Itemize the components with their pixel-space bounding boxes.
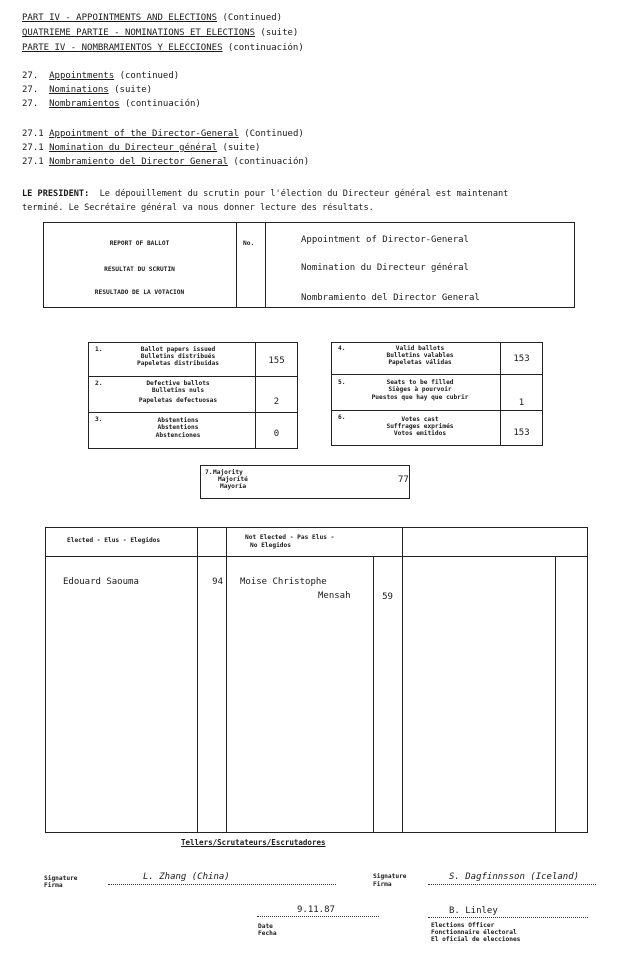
report-subject-es: Nombramiento del Director General: [301, 293, 480, 303]
subitem-heading-fr: [22, 142, 260, 154]
stat-label-en: Abstentions: [157, 417, 199, 424]
part-heading-es-suffix: (continuación): [227, 43, 304, 53]
date-line: [257, 906, 379, 917]
item-heading-es-suffix: (continuación): [124, 99, 201, 109]
president-text-line1: Le dépouillement du scrutin pour l'élection du Directeur général est maintenant: [99, 189, 509, 199]
part-heading-es-text: PARTE IV - NOMBRAMIENTOS Y ELECCIONES: [22, 43, 223, 53]
firma-label-2: Firma: [373, 881, 392, 888]
results-col-sep-2: [226, 527, 227, 833]
subitem-heading-en-suffix: (Continued): [244, 129, 304, 139]
signature-label-2: Signature: [373, 873, 407, 880]
elected-header: Elected - Elus - Elegidos: [67, 537, 161, 544]
officer-line: [428, 907, 588, 918]
item-number: 27.: [22, 71, 39, 81]
stat-value: 2: [273, 397, 280, 407]
stat-label-fr: Sièges à pourvoir: [388, 386, 452, 393]
results-header-sep: [45, 556, 588, 557]
stats-right-row-sep-2: [331, 410, 543, 411]
subitem-heading-fr-suffix: (suite): [222, 143, 261, 153]
subitem-number: 27.1: [22, 129, 44, 139]
not-elected-header-2: No Elegidos: [250, 542, 291, 549]
part-heading-en: [22, 12, 282, 24]
president-text-line2: terminé. Le Secrétaire général va nous donner lecture des résultats.: [22, 203, 374, 213]
stat-label-es: Papeletas defectuosas: [138, 397, 218, 404]
item-heading-es: [22, 98, 201, 110]
part-heading-es: [22, 42, 304, 54]
part-heading-en-text: PART IV - APPOINTMENTS AND ELECTIONS: [22, 13, 218, 23]
stat-number: 5.: [338, 379, 346, 386]
item-number: 27.: [22, 85, 39, 95]
fecha-label: Fecha: [258, 930, 277, 937]
officer-title-fr: Fonctionnaire électoral: [431, 929, 517, 936]
item-heading-en-suffix: (continued): [119, 71, 180, 81]
item-heading-fr-text: Nominations: [49, 85, 109, 95]
subitem-heading-en: [22, 128, 304, 140]
stat-value: 77: [398, 475, 409, 485]
report-header-divider-1: [236, 222, 237, 308]
stat-label-en: Ballot papers issued: [140, 346, 216, 353]
signature-label-1: Signature: [44, 875, 78, 882]
item-heading-fr: [22, 84, 152, 96]
report-title-es: RESULTADO DE LA VOTACION: [94, 289, 185, 296]
stat-label-en: Defective ballots: [146, 380, 210, 387]
item-heading-en: [22, 70, 179, 82]
subitem-heading-es-suffix: (continuación): [233, 157, 310, 167]
results-col-sep-5: [555, 556, 556, 833]
elected-candidate-name: Edouard Saouma: [63, 577, 139, 587]
item-heading-fr-suffix: (suite): [114, 85, 153, 95]
report-title-en: REPORT OF BALLOT: [109, 240, 170, 247]
stat-value: 153: [513, 354, 530, 364]
item-heading-es-text: Nombramientos: [49, 99, 120, 109]
date-value: 9.11.87: [297, 905, 335, 915]
stat-value: 155: [268, 356, 285, 366]
not-elected-candidate-name-1: Moise Christophe: [240, 577, 327, 587]
stat-label-en: Valid ballots: [395, 345, 445, 352]
president-label: LE PRESIDENT:: [22, 189, 90, 199]
date-label: Date: [258, 923, 273, 930]
part-heading-fr-text: QUATRIEME PARTIE - NOMINATIONS ET ELECTIONS: [22, 28, 255, 38]
teller-signature-2: S. Dagfinnsson (Iceland): [449, 872, 580, 882]
elected-candidate-votes: 94: [212, 577, 223, 587]
officer-title-es: El oficial de elecciones: [431, 936, 521, 943]
report-subject-en: Appointment of Director-General: [301, 235, 469, 245]
president-statement-line1: [22, 188, 508, 200]
report-no-label: No.: [243, 240, 255, 247]
results-table: [45, 527, 588, 833]
part-heading-en-suffix: (Continued): [222, 13, 283, 23]
subitem-heading-en-text: Appointment of the Director-General: [49, 129, 239, 139]
stat-label-fr: Bulletins nuls: [151, 387, 205, 394]
stat-number: 3.: [95, 416, 103, 423]
part-heading-fr-suffix: (suite): [260, 28, 299, 38]
stat-number: 1.: [95, 346, 103, 353]
stat-label-es: Puestos que hay que cubrir: [371, 394, 469, 401]
subitem-heading-fr-text: Nomination du Directeur général: [49, 143, 218, 153]
officer-name: B. Linley: [449, 906, 498, 916]
officer-title-en: Elections Officer: [431, 922, 495, 929]
tellers-title: Tellers/Scrutateurs/Escrutadores: [181, 838, 326, 847]
subitem-heading-es-text: Nombramiento del Director General: [49, 157, 228, 167]
stat-value: 1: [518, 398, 525, 408]
subitem-number: 27.1: [22, 157, 44, 167]
stats-left-row-sep-2: [88, 412, 298, 413]
not-elected-header-1: Not Elected - Pas Elus -: [245, 534, 335, 541]
stat-label-es: Papeletas distribuidas: [137, 360, 219, 367]
stat-number: 4.: [338, 345, 346, 352]
stat-label-es: Abstenciones: [155, 432, 201, 439]
item-number: 27.: [22, 99, 39, 109]
stat-value: 0: [273, 429, 280, 439]
stat-label-en: Majority: [213, 469, 243, 476]
stat-label-es: Papeletas válidas: [388, 359, 452, 366]
stat-label-fr: Bulletins distribués: [140, 353, 216, 360]
not-elected-candidate-name-2: Mensah: [318, 591, 351, 601]
part-heading-fr: [22, 27, 298, 39]
results-col-sep-1: [197, 527, 198, 833]
stat-value: 153: [513, 428, 530, 438]
report-subject-fr: Nomination du Directeur général: [301, 263, 469, 273]
stat-number: 6.: [338, 414, 346, 421]
stat-label-es: Mayoría: [220, 483, 247, 490]
stat-label-es: Votos emitidos: [393, 430, 447, 437]
stat-label-fr: Majorité: [218, 476, 248, 483]
stat-label-fr: Suffrages exprimés: [386, 423, 454, 430]
subitem-number: 27.1: [22, 143, 44, 153]
teller-signature-1: L. Zhang (China): [143, 872, 230, 882]
report-header-divider-2: [265, 222, 266, 308]
item-heading-en-text: Appointments: [49, 71, 115, 81]
stat-label-fr: Abstentions: [157, 424, 199, 431]
stat-number: 2.: [95, 380, 103, 387]
results-col-sep-4: [402, 527, 403, 833]
subitem-heading-es: [22, 156, 309, 168]
stat-label-en: Votes cast: [401, 416, 439, 423]
stats-left-row-sep-1: [88, 376, 298, 377]
stats-right-row-sep-1: [331, 374, 543, 375]
stat-number: 7.: [205, 469, 213, 476]
stat-label-en: Seats to be filled: [386, 379, 454, 386]
firma-label-1: Firma: [44, 882, 63, 889]
not-elected-candidate-votes: 59: [382, 592, 393, 602]
report-title-fr: RESULTAT DU SCRUTIN: [104, 266, 175, 273]
stat-label-fr: Bulletins valables: [386, 352, 454, 359]
